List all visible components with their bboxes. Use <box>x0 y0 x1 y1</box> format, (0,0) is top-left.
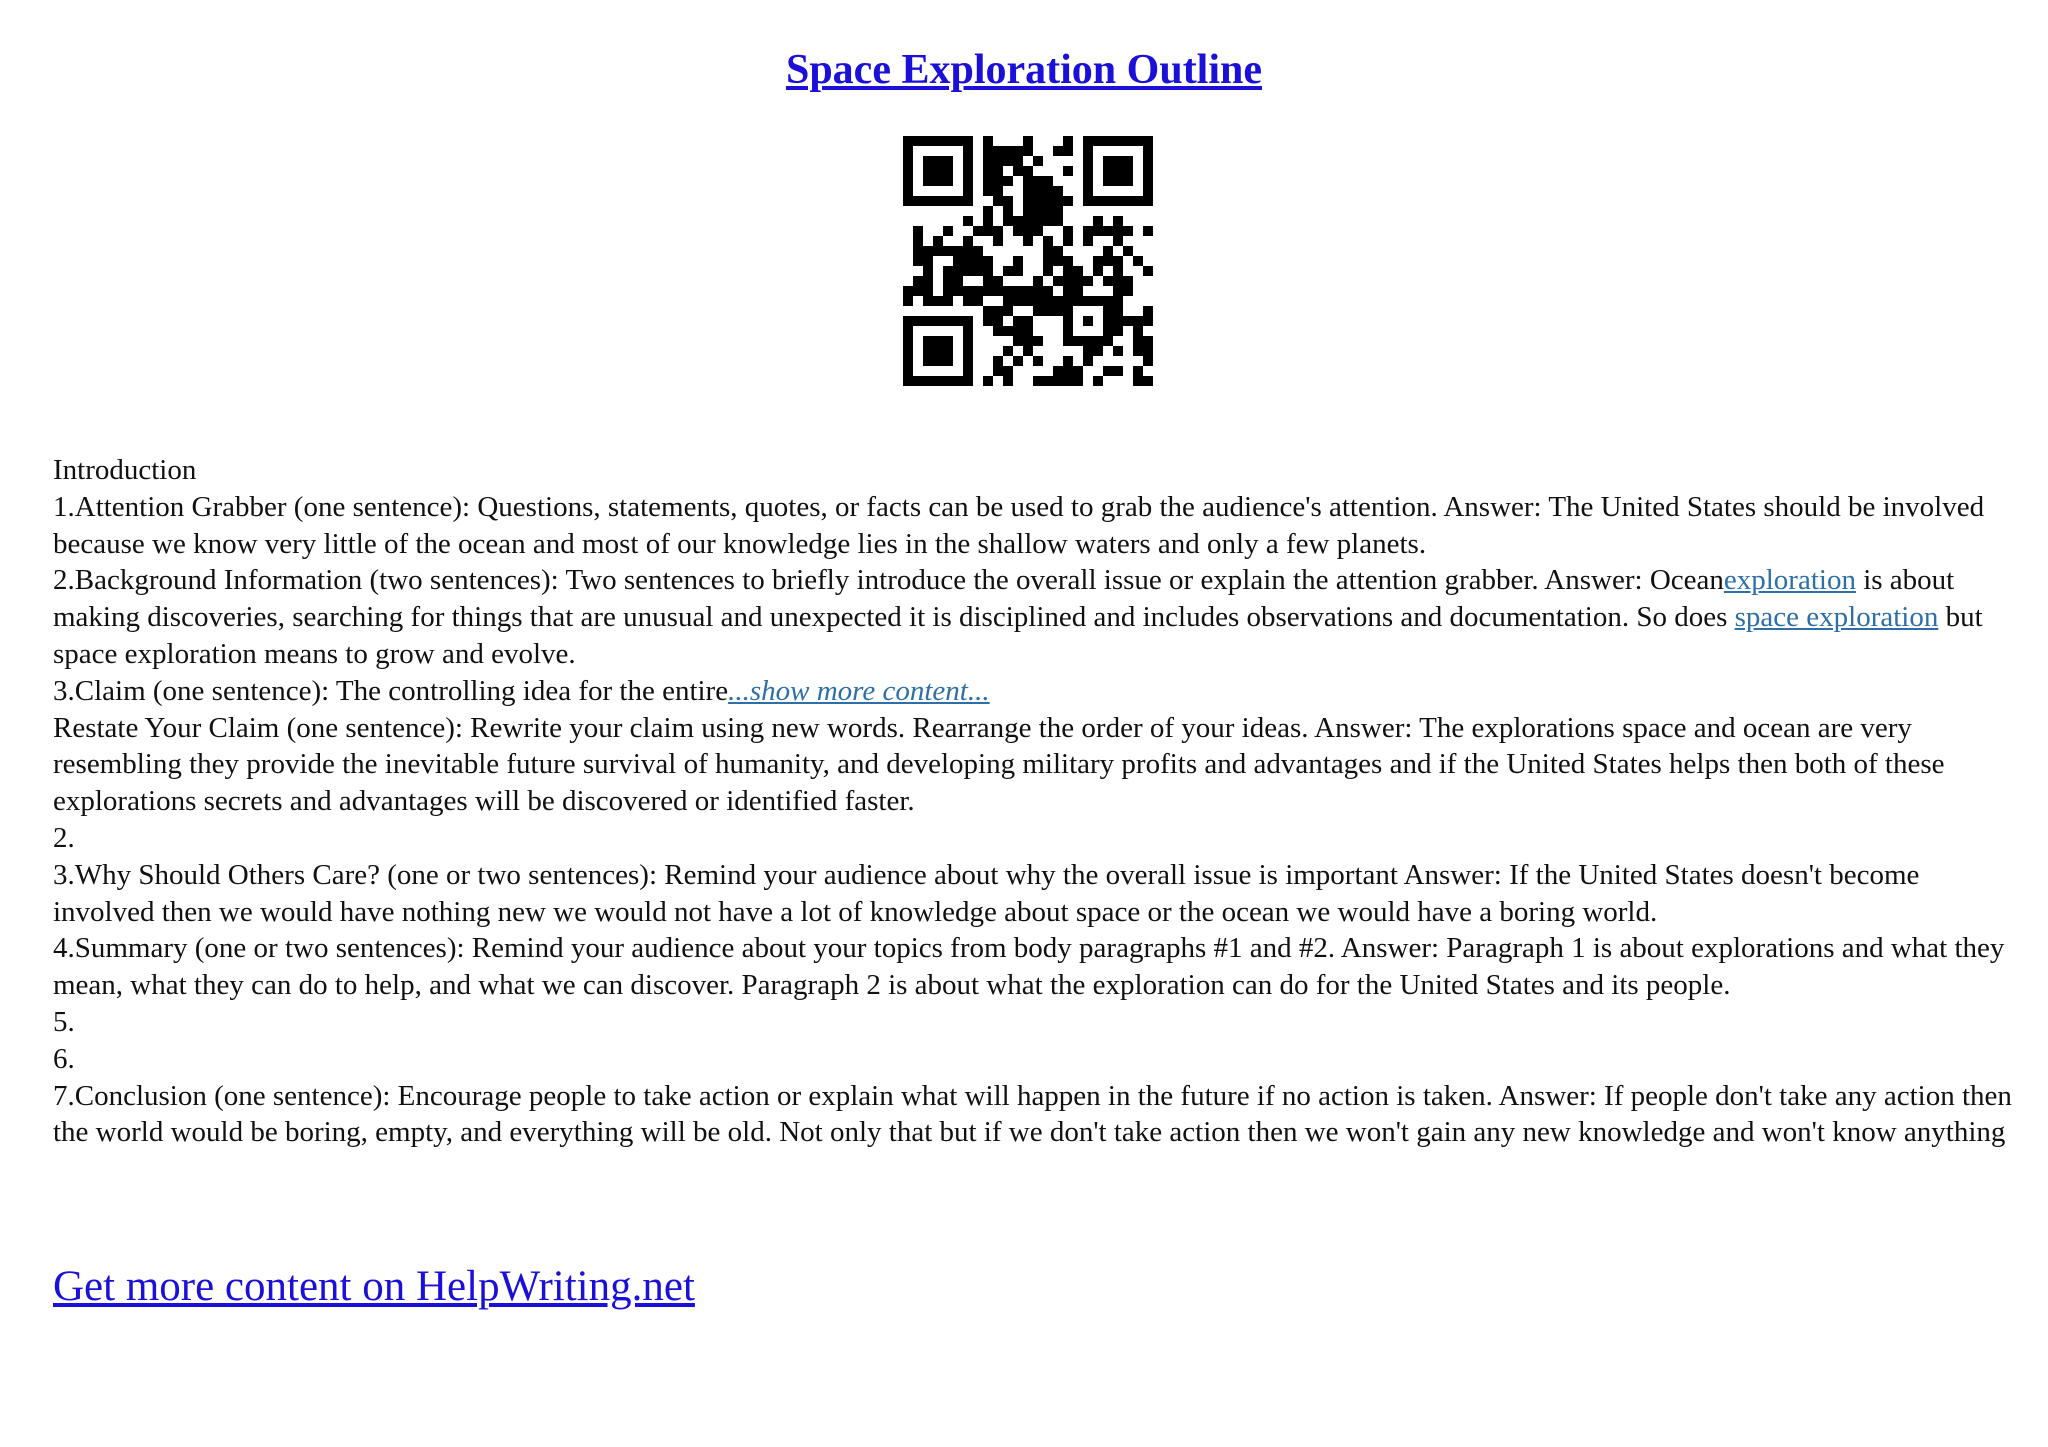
claim-text: 3.Claim (one sentence): The controlling idea for the entire <box>53 674 729 707</box>
page-title <box>0 46 2048 94</box>
helpwriting-link[interactable]: Get more content on HelpWriting.net <box>53 1263 695 1310</box>
list-number-5: 5. <box>53 1005 75 1038</box>
space-exploration-link[interactable]: space exploration <box>1734 601 1939 634</box>
background-text-1: 2.Background Information (two sentences): Two sentences to briefly introduce the overall issue or explain the attention grabber. Answer: Ocean <box>53 564 1724 597</box>
paragraph-why-care: 3.Why Should Others Care? (one or two sentences): Remind your audience about why the overall issue is important Answer: If the United States doesn't become involved then we would have nothing new we would not have a lot of knowledge about space or the ocean we would have a boring world. <box>53 858 1920 928</box>
show-more-link[interactable]: ...show more content... <box>728 674 990 707</box>
paragraph-summary: 4.Summary (one or two sentences): Remind your audience about your topics from body paragraphs #1 and #2. Answer: Paragraph 1 is about explorations and what they mean, what they can do to help, and what we can discover. Paragraph 2 is about what the exploration can do for the United States and its people. <box>53 932 2005 1002</box>
paragraph-background <box>53 562 2013 672</box>
background-text-3: but space exploration means to grow and evolve. <box>53 601 1983 670</box>
title-link[interactable]: Space Exploration Outline <box>785 47 1263 93</box>
background-text-2: is about making discoveries, searching for things that are unusual and unexpected it is disciplined and includes observations and documentation. So does <box>53 564 1955 634</box>
paragraph-claim <box>53 673 2013 710</box>
footer <box>53 1262 695 1311</box>
outline-body <box>53 452 2013 1151</box>
intro-heading: Introduction <box>53 454 197 486</box>
paragraph-conclusion: 7.Conclusion (one sentence): Encourage people to take action or explain what will happen in the future if no action is taken. Answer: If people don't take any action then the world would be boring, empty, and everything will be old. Not only that but if we don't take action then we won't gain any new knowledge and won't know anything <box>53 1079 2012 1149</box>
list-number-2: 2. <box>53 821 75 854</box>
exploration-link[interactable]: exploration <box>1723 564 1856 597</box>
paragraph-restate-claim: Restate Your Claim (one sentence): Rewrite your claim using new words. Rearrange the order of your ideas. Answer: The explorations space and ocean are very resembling they provide the inevitable future survival of humanity, and developing military profits and advantages and if the United States helps then both of these explorations secrets and advantages will be discovered or identified faster. <box>53 711 1945 818</box>
qr-code-icon <box>903 136 1153 386</box>
paragraph-attention-grabber: 1.Attention Grabber (one sentence): Questions, statements, quotes, or facts can be used to grab the audience's attention. Answer: The United States should be involved because we know very little of the ocean and most of our knowledge lies in the shallow waters and only a few planets. <box>53 490 1985 560</box>
list-number-6: 6. <box>53 1042 75 1075</box>
